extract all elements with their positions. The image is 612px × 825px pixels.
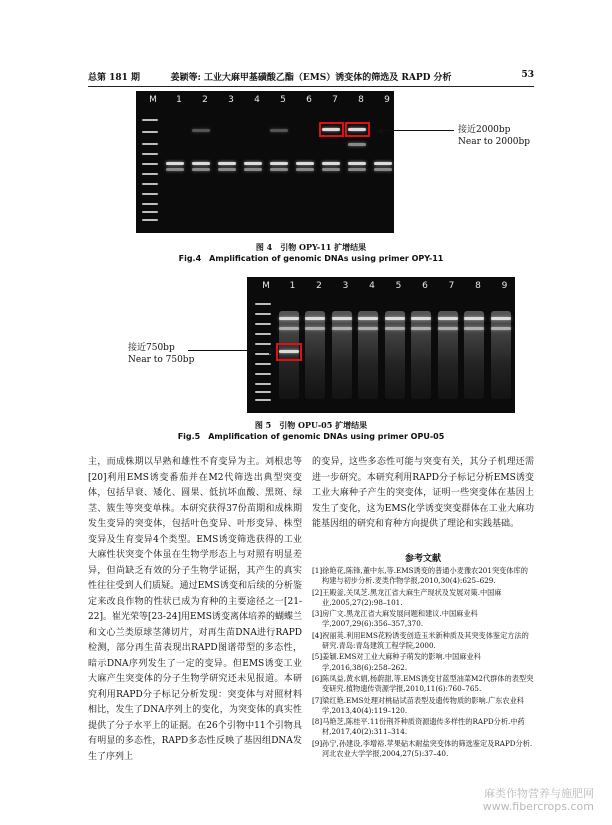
reference-item: [3]房广文.黑龙江省大麻发展问题和建议.中国麻业科学,2007,29(6):356–357,370.	[312, 609, 478, 629]
dna-band	[464, 327, 484, 330]
watermark	[483, 787, 594, 813]
ladder-band	[255, 363, 271, 365]
dna-band	[491, 317, 511, 320]
dna-smear	[332, 311, 352, 399]
lane-label: 1	[289, 281, 296, 291]
left-column-text: 主，而成株期以早熟和雄性不育变异为主。刘根忠等[20]利用EMS诱变番茄并在M2代筛选出典型突变体，包括早衰、矮化、圆果、低抗坏血酸、黑斑、绿茎、簇生等突变单株。本研究获得37份苗期和成株期发生变异的突变体，包括叶色变异、叶形变异、株型变异及生育变异4个类型。EMS诱变筛选获得的工业大麻性状突变个体虽在生物学形态上与对照有明显差异，但尚缺乏有效的分子生物学证据，其产生的真实性往往受到人们质疑。通过EMS诱变和后续的分析鉴定来改良作物的性状已成为育种的主要途径之一[21-22]。崔光荣等[23-24]用EMS诱变离体培养的蝴蝶兰和文心兰类原球茎薄切片，对再生苗DNA进行RAPD检测，部分再生苗表现出RAPD图谱带型的多态性，暗示DNA序列发生了一定的变异。但EMS诱变工业大麻产生突变体的分子生物学研究还未见报道。本研究利用RAPD分子标记分析发现：突变体与对照材料相比，发生了DNA序列上的变化，为突变体的真实性提供了分子水平上的证据。在26个引物中11个引物具有明显的多态性，RAPD多态性反映了基因组DNA发生了序列上	[88, 457, 302, 762]
dna-band	[374, 162, 392, 165]
ladder-band	[142, 143, 158, 145]
ladder-band	[255, 383, 271, 385]
dna-band	[348, 168, 366, 171]
dna-band	[270, 162, 288, 165]
ladder-band	[142, 219, 158, 221]
lane-label: 4	[369, 281, 375, 291]
lane-label: 6	[306, 95, 312, 105]
dna-band	[305, 317, 325, 320]
fig4-annotation	[458, 124, 530, 148]
ladder-band	[142, 183, 158, 185]
lane-label: 2	[202, 95, 208, 105]
lane-label: 1	[176, 95, 182, 105]
reference-item: [6]陈凤益,黄水娟,杨蔚甜,等.EMS诱变甘蓝型油菜M2代群体的表型突变研究.植物遗传资源学报,2010,11(6):760–765.	[312, 673, 534, 694]
fig5-annotation-en: Near to 750bp	[128, 355, 195, 365]
dna-band	[411, 317, 431, 320]
ladder-band	[255, 391, 271, 393]
dna-band	[279, 317, 299, 320]
references-title: 参考文献	[404, 554, 441, 564]
dna-band	[305, 327, 325, 330]
reference-item: [1]徐艳花,陈锋,董中东,等.EMS诱变的普通小麦豫农201突变体库的构建与初步分析.麦类作物学报,2010,30(4):625–629.	[312, 566, 528, 586]
lane-label: 9	[501, 281, 508, 291]
ladder-band	[142, 163, 158, 165]
journal-issue: 总第 181 期	[88, 73, 141, 83]
fig5-gel-image	[247, 277, 515, 413]
dna-smear	[305, 311, 325, 399]
dna-band	[322, 162, 340, 165]
fig4-annotation-en: Near to 2000bp	[458, 137, 531, 147]
ladder-band	[142, 211, 158, 213]
dna-band	[192, 129, 210, 132]
fig4-arrow-line	[382, 130, 454, 131]
ladder-band	[255, 399, 271, 401]
reference-item: [9]孙宁,孙建设,李增裕.苹果砧木耐盐突变体的筛选鉴定及RAPD分析.河北农业大学学报,2004,27(5):37–40.	[312, 738, 533, 759]
watermark-line2: www.fibercrops.com	[482, 800, 594, 813]
dna-band	[166, 162, 184, 165]
fig5-arrow-line	[188, 350, 270, 351]
dna-smear	[358, 311, 378, 399]
fig4-caption	[88, 242, 534, 264]
dna-band	[332, 317, 352, 320]
dna-band	[218, 162, 236, 165]
dna-band	[385, 317, 405, 320]
lane-label: 6	[422, 281, 428, 291]
dna-band	[192, 162, 210, 165]
ladder-band	[142, 131, 158, 133]
reference-item: [5]姜颖.EMS对工业大麻种子萌发的影响.中国麻业科学,2016,38(6):258–262.	[312, 652, 481, 672]
ladder-band	[255, 343, 271, 345]
dna-band	[279, 327, 299, 330]
dna-band	[244, 168, 262, 171]
fig4-caption-en: Fig.4 Amplification of genomic DNAs using primer OPY-11	[178, 254, 444, 263]
lane-label: 2	[316, 281, 322, 291]
ladder-band	[142, 153, 158, 155]
dna-band	[374, 168, 392, 171]
dna-band	[411, 327, 431, 330]
fig4-gel-image	[136, 91, 394, 233]
fig5-annotation-zh: 接近750bp	[128, 343, 175, 353]
reference-item: [8]马艳芝,陈桂平.11份荆芥种质资源遗传多样性的RAPD分析.中药材,2017,40(2):311–314.	[312, 717, 525, 737]
dna-band	[348, 143, 366, 146]
fig5-caption-zh: 图 5 引物 OPU-05 扩增结果	[254, 420, 368, 430]
page-number: 53	[521, 70, 534, 80]
ladder-band	[255, 323, 271, 325]
fig4-annotation-zh: 接近2000bp	[458, 125, 511, 135]
dna-smear	[464, 311, 484, 399]
dna-band	[358, 327, 378, 330]
lane-label: 8	[358, 95, 364, 105]
ladder-band	[142, 193, 158, 195]
dna-smear	[385, 311, 405, 399]
dna-band	[332, 327, 352, 330]
dna-band	[438, 327, 458, 330]
dna-band	[296, 162, 314, 165]
dna-band	[385, 327, 405, 330]
dna-band	[438, 317, 458, 320]
dna-band	[270, 168, 288, 171]
fig4-arrow-icon	[376, 127, 383, 135]
lane-label: 4	[254, 95, 260, 105]
dna-band	[464, 317, 484, 320]
watermark-line1: 麻类作物营养与施肥网	[484, 787, 594, 800]
dna-smear	[438, 311, 458, 399]
dna-band	[296, 168, 314, 171]
dna-band	[491, 327, 511, 330]
lane-label: 9	[384, 95, 390, 105]
ladder-band	[142, 119, 158, 121]
right-column-text: 的变异，这些多态性可能与突变有关，其分子机理还需进一步研究。本研究利用RAPD分子标记分析EMS诱变工业大麻种子产生的突变体，证明一些突变体在基因上发生了变化，这为EMS化学诱变突变群体在工业大麻功能基因组的研究和育种方向提供了理论和实践基础。	[312, 457, 534, 529]
ladder-band	[255, 313, 271, 315]
dna-band	[218, 168, 236, 171]
dna-band	[270, 129, 288, 132]
lane-label: 5	[280, 95, 286, 105]
lane-label: M	[149, 95, 157, 105]
dna-smear	[411, 311, 431, 399]
ladder-band	[142, 203, 158, 205]
lane-label: 3	[228, 95, 234, 105]
reference-item: [7]梁红艳.EMS处理对桃砧试苗表型及遗传物质的影响.广东农业科学,2013,40(4):119–120.	[312, 695, 524, 715]
fig5-highlight-box-1	[276, 343, 302, 361]
reference-item: [4]祝丽英.利用EMS花粉诱变创造玉米新种质及其突变体鉴定方法的研究.青岛:青岛建筑工程学院,2000.	[312, 630, 529, 651]
header-rule	[88, 86, 534, 87]
ladder-band	[255, 333, 271, 335]
dna-band	[166, 168, 184, 171]
fig4-highlight-box-7	[319, 122, 344, 137]
dna-band	[244, 162, 262, 165]
lane-label: 3	[342, 281, 349, 291]
fig5-arrow-icon	[269, 347, 276, 355]
lane-label: 8	[475, 281, 481, 291]
fig5-annotation	[128, 342, 194, 366]
lane-label: 5	[395, 281, 402, 291]
fig5-caption-en: Fig.5 Amplification of genomic DNAs using primer OPU-05	[177, 432, 445, 441]
dna-band	[322, 168, 340, 171]
dna-band	[358, 317, 378, 320]
lane-label: 7	[332, 95, 338, 105]
ladder-band	[255, 303, 271, 305]
fig4-caption-zh: 图 4 引物 OPY-11 扩增结果	[255, 242, 367, 252]
references-list	[312, 566, 534, 760]
article-title: 姜颖等: 工业大麻甲基磺酸乙酯（EMS）诱变体的筛选及 RAPD 分析	[170, 73, 452, 83]
ladder-band	[142, 173, 158, 175]
ladder-band	[255, 373, 271, 375]
lane-label: M	[262, 281, 270, 291]
lane-label: 7	[448, 281, 455, 291]
fig5-caption	[88, 420, 534, 442]
fig4-highlight-box-8	[345, 122, 370, 137]
running-header	[88, 70, 534, 86]
dna-band	[192, 168, 210, 171]
dna-smear	[491, 311, 511, 399]
reference-item: [2]王殿釜,关凤芝.黑龙江省大麻生产现状及发展对策.中国麻业,2005,27(2):98–101.	[312, 587, 502, 607]
dna-band	[348, 162, 366, 165]
